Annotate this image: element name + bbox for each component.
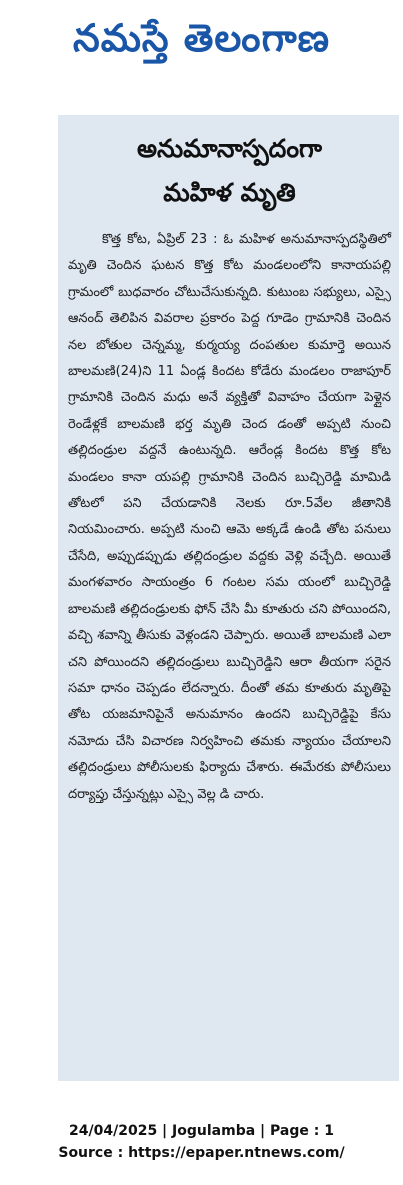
masthead [0,0,403,86]
newspaper-logo-title: నమస్తే తెలంగాణ [73,16,330,60]
article-body: కొత్త కోట, ఏప్రిల్ 23 : ఓ మహిళ అనుమానాస్పదస్థితిలో మృతి చెందిన ఘటన కొత్త కోట మండలంలోని కానాయపల్లి గ్రామంలో బుధవారం చోటుచేసుకున్నది. కుటుంబ సభ్యులు, ఎస్సై ఆనంద్ తెలిపిన వివరాల ప్రకారం పెద్ద గూడెం గ్రామానికి చెందిన నల బోతుల చెన్నమ్మ, కుర్మయ్య దంపతుల కుమార్తె అయిన బాలమణి(24)ని 11 ఏండ్ల కిందట కోడేరు మండలం రాజాపూర్ గ్రామానికి చెందిన మధు అనే వ్యక్తితో వివాహం చేయగా పెళ్లైన రెండేళ్లకే బాలమణి భర్త మృతి చెంద డంతో అప్పటి నుంచి తల్లిదండ్రుల వద్దనే ఉంటున్నది. ఆరేండ్ల కిందట కొత్త కోట మండలం కానా యపల్లి గ్రామానికి చెందిన బుచ్చిరెడ్డి మామిడి తోటలో పని చేయడానికి నెలకు రూ.5వేల జీతానికి నియమించారు. అప్పటి నుంచి ఆమె అక్కడే ఉండి తోట పనులు చేసేది, అప్పుడప్పుడు తల్లిదండ్రుల వద్దకు వెళ్లి వచ్చేది. అయితే మంగళవారం సాయంత్రం 6 గంటల సమ యంలో బుచ్చిరెడ్డి బాలమణి తల్లిదండ్రులకు ఫోన్ చేసి మీ కూతురు చని పోయిందని, వచ్చి శవాన్ని తీసుకు వెళ్లండని చెప్పారు. అయితే బాలమణి ఎలా చని పోయిందని తల్లిదండ్రులు బుచ్చిరెడ్డిని ఆరా తీయగా సరైన సమా ధానం చెప్పడం లేదన్నారు. దీంతో తమ కూతురు మృతిపై తోట యజమానిపైనే అనుమానం ఉందని బుచ్చిరెడ్డిపై కేసు నమోదు చేసి విచారణ నిర్వహించి తమకు న్యాయం చేయాలని తల్లిదండ్రులు పోలీసులకు ఫిర్యాదు చేశారు. ఈమేరకు పోలీసులు దర్యాప్తు చేస్తున్నట్లు ఎస్సై వెల్ల డి చారు. [68,232,391,802]
headline-line-1: అనుమానాస్పదంగా [136,134,323,163]
article-headline [68,127,391,215]
footer-source-link[interactable]: Source : https://epaper.ntnews.com/ [58,1145,345,1161]
headline-line-2: మహిళ మృతి [163,178,296,207]
footer-date-edition-page: 24/04/2025 | Jogulamba | Page : 1 [69,1123,334,1139]
clipping-footer [0,1120,403,1164]
article-clipping [58,115,399,1081]
